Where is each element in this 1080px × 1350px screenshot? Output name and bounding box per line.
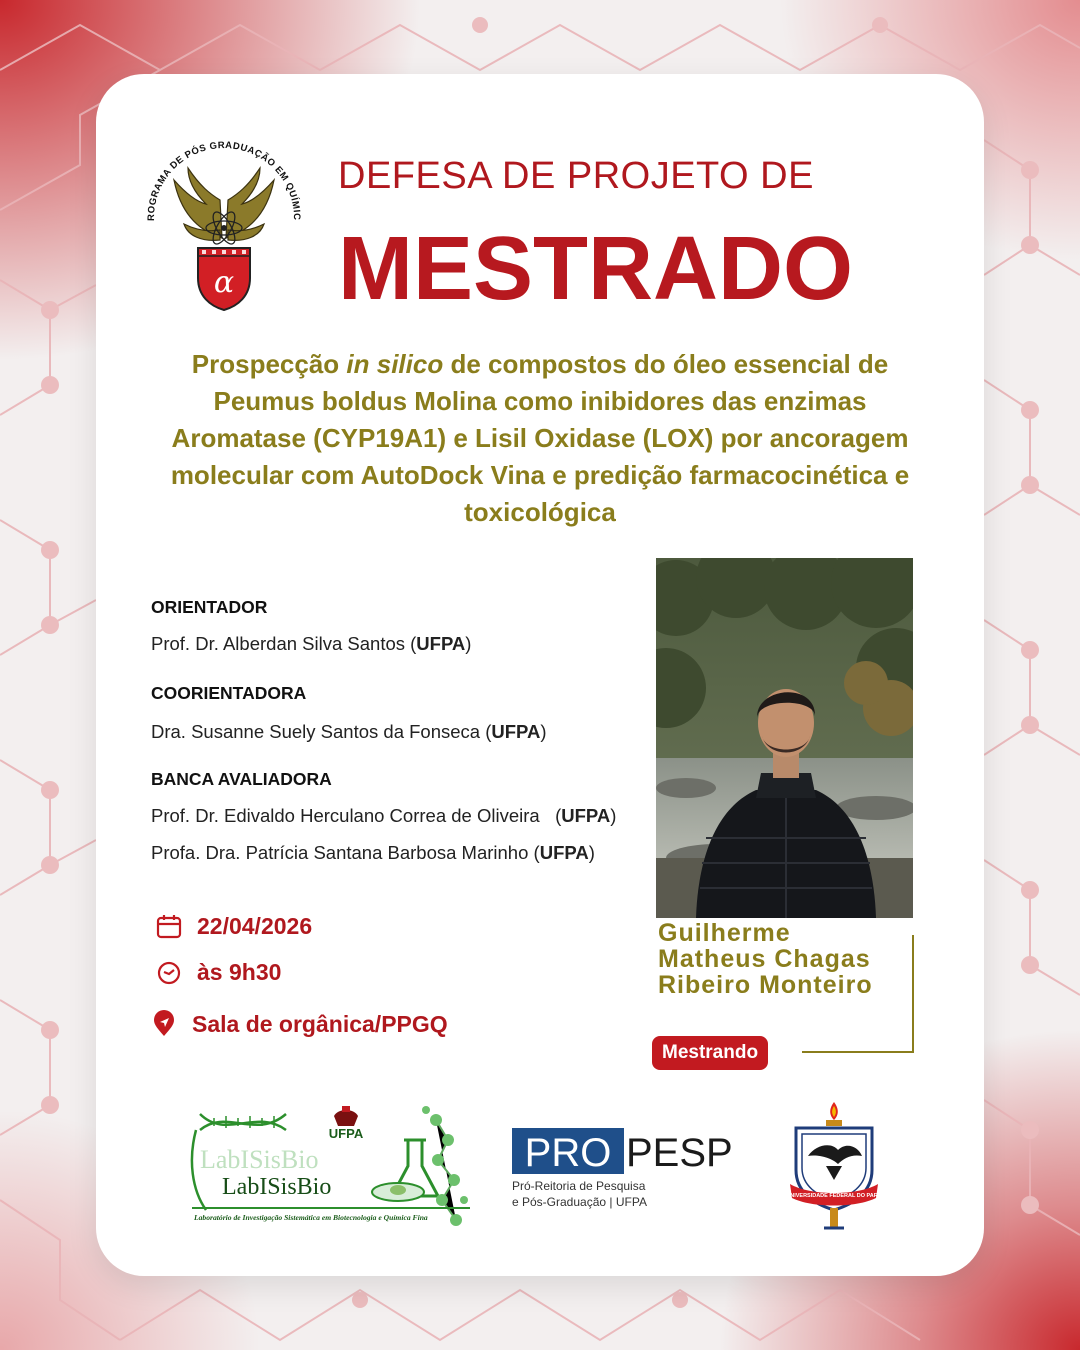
institution-name: UFPA bbox=[491, 721, 541, 742]
poster-kicker: DEFESA DE PROJETO DE bbox=[338, 155, 814, 197]
student-name-line: Matheus Chagas bbox=[658, 945, 871, 973]
poster-headline: MESTRADO bbox=[338, 219, 853, 319]
thesis-title bbox=[160, 346, 920, 531]
board-label: BANCA AVALIADORA bbox=[151, 769, 332, 789]
seal-alpha-symbol: α bbox=[213, 265, 235, 300]
institution-name: UFPA bbox=[416, 633, 466, 654]
event-time-value: às 9h30 bbox=[197, 958, 282, 985]
event-time bbox=[155, 958, 281, 986]
lab-caption: Laboratório de Investigação Sistemática em Biotecnologia e Química Fina bbox=[194, 1213, 428, 1222]
location-pin-icon bbox=[150, 1010, 178, 1038]
propesp-logo bbox=[512, 1126, 752, 1216]
propesp-subtitle-1: Pró-Reitoria de Pesquisa bbox=[512, 1179, 646, 1193]
ppgq-seal-logo bbox=[136, 140, 312, 320]
propesp-pro-text: PRO bbox=[524, 1131, 612, 1175]
event-date bbox=[155, 912, 312, 940]
advisor-label: ORIENTADOR bbox=[151, 597, 268, 617]
labisisbio-logo bbox=[186, 1100, 476, 1240]
ufpa-crest-logo bbox=[786, 1100, 882, 1230]
board-member: Prof. Dr. Edivaldo Herculano Correa de Oliveira (UFPA) bbox=[151, 805, 617, 826]
calendar-icon bbox=[155, 912, 183, 940]
institution-name: UFPA bbox=[539, 842, 589, 863]
name-bracket-horizontal bbox=[802, 1051, 914, 1053]
propesp-pesp-text: PESP bbox=[626, 1131, 733, 1175]
lab-institution: UFPA bbox=[328, 1126, 364, 1141]
event-location bbox=[150, 1010, 448, 1038]
student-name bbox=[658, 920, 908, 998]
student-photo bbox=[656, 558, 913, 918]
student-name-line: Ribeiro Monteiro bbox=[658, 971, 873, 999]
propesp-subtitle-2: e Pós-Graduação | UFPA bbox=[512, 1195, 647, 1209]
lab-name: LabISisBio bbox=[222, 1174, 332, 1200]
student-name-line: Guilherme bbox=[658, 919, 791, 947]
thesis-title-part2: de compostos do óleo essencial de Peumus boldus Molina como inibidores das enzimas Aromatase (CYP19A1) e Lisil Oxidase (LOX) por ancoragem molecular com AutoDock Vina e predição farmacocinética e toxicológica bbox=[170, 349, 910, 527]
thesis-title-part1: Prospecção bbox=[191, 349, 347, 379]
clock-icon bbox=[155, 958, 183, 986]
name-bracket-vertical bbox=[912, 935, 914, 1053]
institution-name: UFPA bbox=[561, 805, 611, 826]
lab-name-watermark: LabISisBio bbox=[200, 1145, 319, 1174]
advisor-name: Prof. Dr. Alberdan Silva Santos (UFPA) bbox=[151, 633, 472, 654]
coadvisor-label: COORIENTADORA bbox=[151, 683, 307, 703]
event-date-value: 22/04/2026 bbox=[197, 912, 313, 939]
event-location-value: Sala de orgânica/PPGQ bbox=[192, 1010, 448, 1037]
coadvisor-name: Dra. Susanne Suely Santos da Fonseca (UFPA) bbox=[151, 721, 547, 742]
board-member: Profa. Dra. Patrícia Santana Barbosa Marinho (UFPA) bbox=[151, 842, 595, 863]
ufpa-ribbon-text: UNIVERSIDADE FEDERAL DO PARÁ bbox=[786, 1193, 882, 1199]
seal-ring-text: ROGRAMA DE PÓS GRADUAÇÃO EM QUÍMIC bbox=[145, 140, 303, 221]
thesis-title-italic: in silico bbox=[346, 349, 444, 379]
role-badge: Mestrando bbox=[652, 1036, 768, 1070]
